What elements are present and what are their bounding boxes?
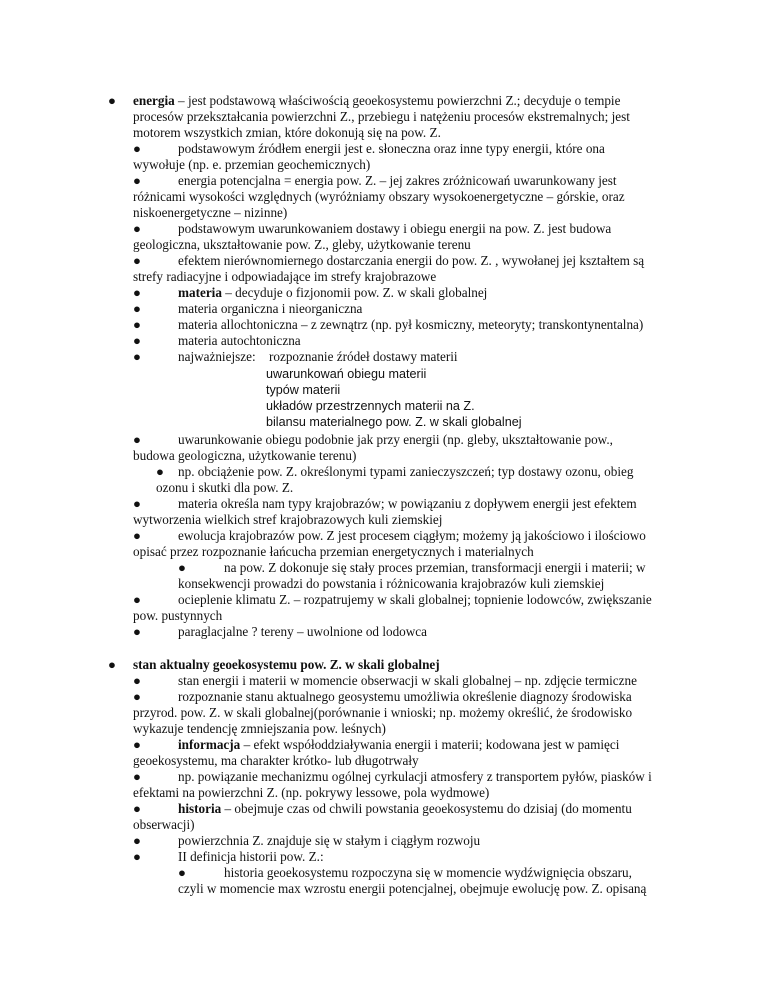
list-item-text: niskoenergetyczne – nizinne) bbox=[133, 205, 288, 220]
list-bullet: ● bbox=[133, 769, 141, 784]
list-bullet: ● bbox=[133, 317, 141, 332]
list-item-text: strefy radiacyjne i odpowiadające im strefy krajobrazowe bbox=[133, 269, 437, 284]
list-item-text: np. obciążenie pow. Z. określonymi typami zanieczyszczeń; typ dostawy ozonu, obieg bbox=[178, 464, 634, 479]
list-bullet: ● bbox=[133, 285, 141, 300]
list-item-text: ewolucja krajobrazów pow. Z jest procesem ciągłym; możemy ją jakościowo i ilościowo bbox=[178, 528, 646, 543]
list-item-text: materia allochtoniczna – z zewnątrz (np. pył kosmiczny, meteoryty; transkontynentalna) bbox=[178, 317, 644, 332]
list-item-text: uwarunkowanie obiegu podobnie jak przy energii (np. gleby, ukształtowanie pow., bbox=[178, 432, 613, 447]
heading-materia: materia bbox=[178, 285, 222, 300]
list-item-text: stan energii i materii w momencie obserwacji w skali globalnej – np. zdjęcie termiczne bbox=[178, 673, 637, 688]
paragraph-line: energia – jest podstawową właściwością geoekosystemu powierzchni Z.; decyduje o tempie bbox=[133, 93, 621, 108]
list-bullet: ● bbox=[133, 173, 141, 188]
list-item-text: np. powiązanie mechanizmu ogólnej cyrkulacji atmosfery z transportem pyłów, piasków i bbox=[178, 769, 652, 784]
list-bullet: ● bbox=[133, 849, 141, 864]
list-item-text: przyrod. pow. Z. w skali globalnej(porównanie i wnioski; np. możemy określić, że środowisko bbox=[133, 705, 633, 720]
section-heading-stan-aktualny: stan aktualny geoekosystemu pow. Z. w skali globalnej bbox=[133, 657, 440, 672]
list-item-text: ocieplenie klimatu Z. – rozpatrujemy w skali globalnej; topnienie lodowców, zwiększanie bbox=[178, 592, 652, 607]
list-item-text: efektem nierównomiernego dostarczania energii do pow. Z. , wywołanej jej kształtem są bbox=[178, 253, 645, 268]
list-bullet: ● bbox=[133, 301, 141, 316]
list-item-text: czyli w momencie max wzrostu energii potencjalnej, obejmuje ewolucję pow. Z. opisaną bbox=[178, 881, 647, 896]
list-item-text: rozpoznanie źródeł dostawy materii bbox=[269, 349, 458, 364]
list-bullet: ● bbox=[133, 349, 141, 364]
list-item-text: historia geoekosystemu rozpoczyna się w momencie wydźwignięcia obszaru, bbox=[224, 865, 632, 880]
list-bullet: ● bbox=[133, 592, 141, 607]
list-item-text: geologiczna, ukształtowanie pow. Z., gleby, użytkowanie terenu bbox=[133, 237, 471, 252]
list-bullet: ● bbox=[133, 253, 141, 268]
list-bullet: ● bbox=[133, 221, 141, 236]
list-bullet: ● bbox=[156, 464, 164, 479]
list-item-text: ozonu i skutki dla pow. Z. bbox=[156, 480, 294, 495]
list-bullet: ● bbox=[133, 737, 141, 752]
list-item-text: wykazuje tendencję zmniejszania pow. leśnych) bbox=[133, 721, 386, 736]
list-item-text: wytworzenia wielkich stref krajobrazowych kuli ziemskiej bbox=[133, 512, 443, 527]
list-item-text: II definicja historii pow. Z.: bbox=[178, 849, 324, 864]
list-item-text: materia autochtoniczna bbox=[178, 333, 301, 348]
sub-item-text: bilansu materialnego pow. Z. w skali globalnej bbox=[266, 415, 522, 429]
list-item-text: podstawowym źródłem energii jest e. słoneczna oraz inne typy energii, które ona bbox=[178, 141, 605, 156]
list-bullet: ● bbox=[178, 560, 186, 575]
list-item-text: różnicami wysokości względnych (wyróżniamy obszary wysokoenergetyczne – górskie, oraz bbox=[133, 189, 625, 204]
list-bullet: ● bbox=[133, 624, 141, 639]
list-item-text: podstawowym uwarunkowaniem dostawy i obiegu energii na pow. Z. jest budowa bbox=[178, 221, 612, 236]
sub-item-text: uwarunkowań obiegu materii bbox=[266, 367, 427, 381]
list-bullet: ● bbox=[133, 801, 141, 816]
list-bullet: ● bbox=[133, 673, 141, 688]
section-bullet: ● bbox=[108, 657, 116, 672]
heading-historia: historia bbox=[178, 801, 222, 816]
list-item-text: opisać przez rozpoznanie łańcucha przemian energetycznych i materialnych bbox=[133, 544, 534, 559]
list-bullet: ● bbox=[133, 496, 141, 511]
heading-informacja: informacja bbox=[178, 737, 241, 752]
list-item-text: geoekosystemu, ma charakter krótko- lub długotrwały bbox=[133, 753, 419, 768]
list-item-text: wywołuje (np. e. przemian geochemicznych) bbox=[133, 157, 371, 172]
list-item-text: materia organiczna i nieorganiczna bbox=[178, 301, 363, 316]
list-item-text: materia określa nam typy krajobrazów; w powiązaniu z dopływem energii jest efektem bbox=[178, 496, 637, 511]
list-item-text: powierzchnia Z. znajduje się w stałym i ciągłym rozwoju bbox=[178, 833, 481, 848]
list-bullet: ● bbox=[178, 865, 186, 880]
list-item-text: obserwacji) bbox=[133, 817, 195, 832]
list-item-text: rozpoznanie stanu aktualnego geosystemu umożliwia określenie diagnozy środowiska bbox=[178, 689, 632, 704]
sub-item-text: układów przestrzennych materii na Z. bbox=[266, 399, 475, 413]
sub-item-text: typów materii bbox=[266, 383, 341, 397]
section-bullet: ● bbox=[108, 93, 116, 108]
list-item-text: budowa geologiczna, użytkowanie terenu) bbox=[133, 448, 357, 463]
list-item-text: energia potencjalna = energia pow. Z. – jej zakres zróżnicowań uwarunkowany jest bbox=[178, 173, 617, 188]
list-item-text: materia – decyduje o fizjonomii pow. Z. w skali globalnej bbox=[178, 285, 488, 300]
section-heading-energia: energia bbox=[133, 93, 175, 108]
list-item-text: efektami na powierzchni Z. (np. pokrywy lessowe, pola wydmowe) bbox=[133, 785, 490, 800]
list-item-text: paraglacjalne ? tereny – uwolnione od lodowca bbox=[178, 624, 427, 639]
list-bullet: ● bbox=[133, 333, 141, 348]
list-item-text: konsekwencji prowadzi do powstania i różnicowania krajobrazów kuli ziemskiej bbox=[178, 576, 605, 591]
list-item-text: historia – obejmuje czas od chwili powstania geoekosystemu do dzisiaj (do momentu bbox=[178, 801, 632, 816]
paragraph-line: procesów przekształcania powierzchni Z., przebiegu i natężeniu procesów ekstremalnych; jest bbox=[133, 109, 630, 124]
list-item-text: na pow. Z dokonuje się stały proces przemian, transformacji energii i materii; w bbox=[224, 560, 646, 575]
list-item-text: pow. pustynnych bbox=[133, 608, 223, 623]
list-item-text: informacja – efekt współoddziaływania energii i materii; kodowana jest w pamięci bbox=[178, 737, 620, 752]
list-bullet: ● bbox=[133, 432, 141, 447]
list-bullet: ● bbox=[133, 141, 141, 156]
list-bullet: ● bbox=[133, 528, 141, 543]
paragraph-line: motorem wszystkich zmian, które dokonują się na pow. Z. bbox=[133, 125, 441, 140]
list-bullet: ● bbox=[133, 833, 141, 848]
list-bullet: ● bbox=[133, 689, 141, 704]
list-item-label: najważniejsze: bbox=[178, 349, 256, 364]
